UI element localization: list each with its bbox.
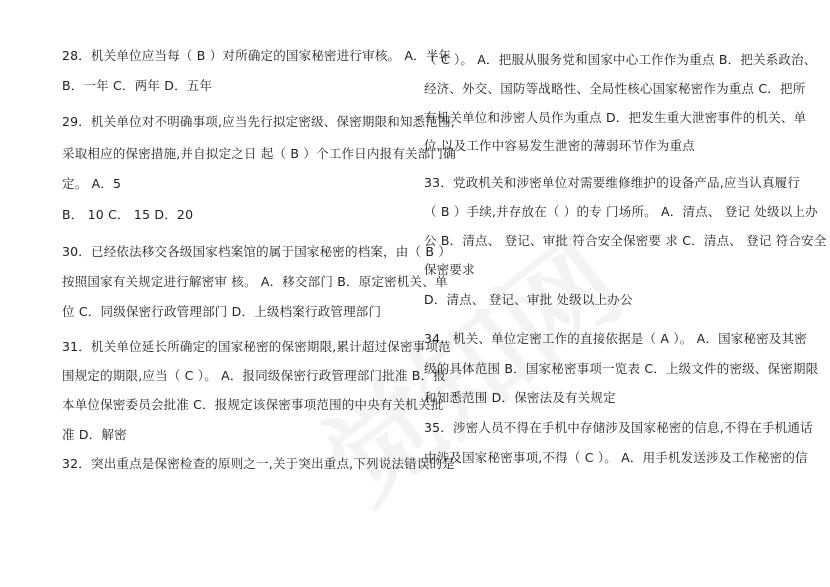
text-line: 位,以及工作中容易发生泄密的薄弱环节作为重点 — [424, 138, 695, 153]
text-line: 35．涉密人员不得在手机中存储涉及国家秘密的信息,不得在手机通话 — [424, 420, 813, 435]
text-line: 和知悉范围 D．保密法及有关规定 — [424, 390, 616, 405]
text-line: 28．机关单位应当每（ B ）对所确定的国家秘密进行审核。 A．半年 — [62, 48, 452, 63]
text-line: 按照国家有关规定进行解密审 核。 A．移交部门 B．原定密机关、单 — [62, 274, 448, 289]
text-line: 31．机关单位延长所确定的国家秘密的保密期限,累计超过保密事项范 — [62, 339, 451, 354]
text-line: （ C ）。 A．把服从服务党和国家中心工作作为重点 B．把关系政治、 — [424, 52, 817, 67]
text-line: 34．机关、单位定密工作的直接依据是（ A ）。 A．国家秘密及其密 — [424, 331, 807, 346]
text-line: 围规定的期限,应当（ C ）。 A．报同级保密行政管理部门批准 B．报 — [62, 368, 446, 383]
text-line: 32．突出重点是保密检查的原则之一,关于突出重点,下列说法错误的是 — [62, 456, 455, 471]
text-line: 有机关单位和涉密人员作为重点 D．把发生重大泄密事件的机关、单 — [424, 110, 807, 125]
text-line: 29．机关单位对不明确事项,应当先行拟定密级、保密期限和知悉范围, — [62, 114, 455, 129]
text-line: 公 B．清点、 登记、审批 符合安全保密要 求 C．清点、 登记 符合安全 — [424, 233, 827, 248]
text-line: 保密要求 — [424, 262, 475, 277]
text-line: 位 C．同级保密行政管理部门 D．上级档案行政管理部门 — [62, 304, 382, 319]
text-line: B． 10 C． 15 D．20 — [62, 207, 194, 222]
text-line: 采取相应的保密措施,并自拟定之日 起（ B ）个工作日内报有关部门确 — [62, 146, 456, 161]
text-line: 定。 A．5 — [62, 176, 122, 191]
text-line: 33．党政机关和涉密单位对需要维修维护的设备产品,应当认真履行 — [424, 175, 801, 190]
text-line: B．一年 C．两年 D．五年 — [62, 78, 213, 93]
text-line: （ B ）手续,并存放在（ ）的专 门场所。 A．清点、 登记 处级以上办 — [424, 204, 818, 219]
text-line: 30．已经依法移交各级国家档案馆的属于国家秘密的档案，由（ B ） — [62, 244, 452, 259]
text-line: 本单位保密委员会批准 C．报规定该保密事项范围的中央有关机关批 — [62, 397, 444, 412]
text-line: 级的具体范围 B．国家秘密事项一览表 C．上级文件的密级、保密期限 — [424, 361, 819, 376]
text-line: 中涉及国家秘密事项,不得（ C ）。 A．用手机发送涉及工作秘密的信 — [424, 450, 808, 465]
text-line: 准 D．解密 — [62, 427, 127, 442]
text-line: D．清点、 登记、审批 处级以上办公 — [424, 292, 633, 307]
text-line: 经济、外交、国防等战略性、全局性核心国家秘密作为重点 C．把所 — [424, 81, 806, 96]
